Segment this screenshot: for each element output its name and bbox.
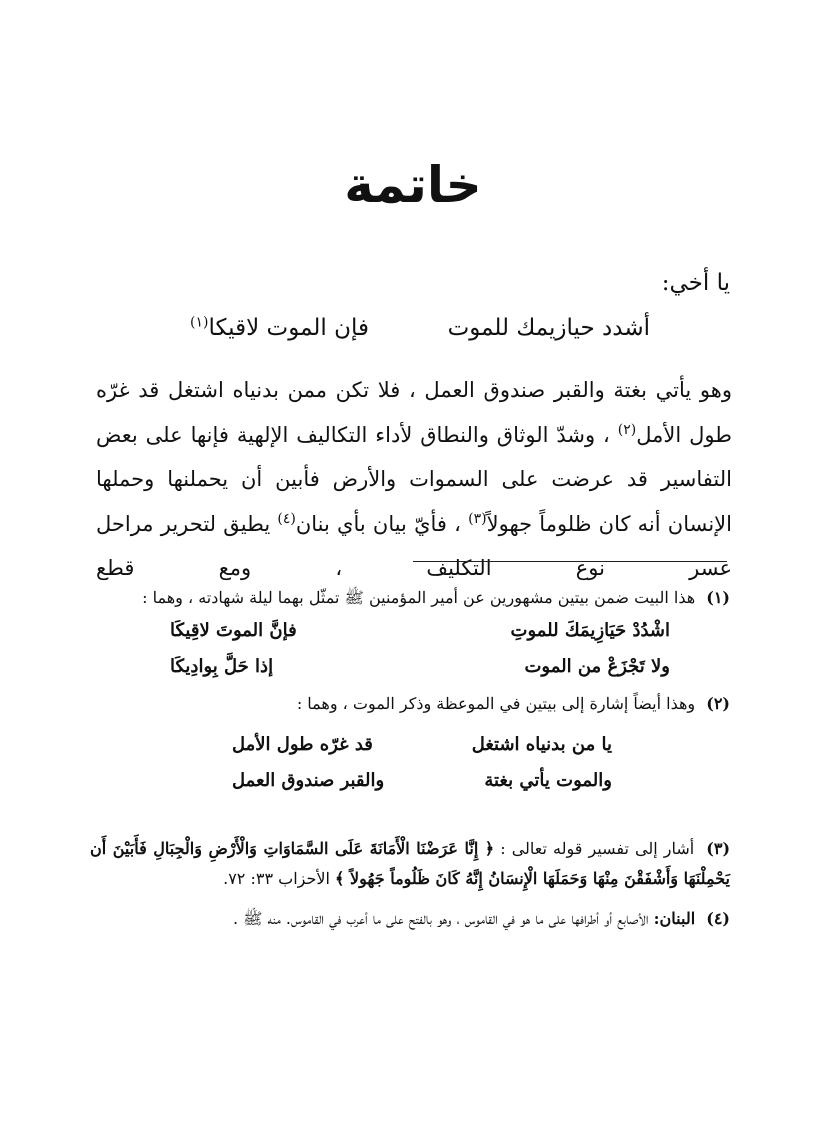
footnote-3-number: (٣) xyxy=(706,839,731,858)
footnote-divider xyxy=(413,561,727,562)
couplet-1-1-right: اشْدُدْ حَيَازِيمَكَ للموتِ xyxy=(510,620,670,641)
footnote-ref-2: (٢) xyxy=(617,421,637,438)
footnote-2-text: وهذا أيضاً إشارة إلى بيتين في الموعظة وذكر الموت ، وهما : xyxy=(296,694,696,713)
verse-first-half: أشدد حيازيمك للموت xyxy=(447,315,650,341)
couplet-1-1-left: فإنَّ الموتَ لاقِيكَا xyxy=(170,620,297,641)
body-sentence-4: يطيق لتحرير مراحل عسر نوع التكليف ، ومع قطع xyxy=(96,511,732,580)
verse-second-half-text: فإن الموت لاقيكا xyxy=(208,315,369,341)
footnote-ref-3: (٣) xyxy=(468,510,487,527)
footnote-4-number: (٤) xyxy=(706,909,730,928)
footnote-4-text: الأصابع أو أطرافها على ما هو في القاموس ، وهو بالفتح على ما أعرب في القاموس. منه ﷺ . xyxy=(233,909,649,928)
footnote-4-term: البنان: xyxy=(653,909,696,928)
couplet-1-2-right: ولا تَجْزَعْ من الموت xyxy=(524,656,670,677)
couplet-2-1-left: قد غرّه طول الأمل xyxy=(232,734,373,755)
footnote-3-quran-verse: ﴿ إِنَّا عَرَضْنَا الْأَمَانَةَ عَلَى السَّمَاوَاتِ وَالْأَرْضِ وَالْجِبَالِ فَأَبَيْنَ أَن يَحْمِلْنَهَا وَأَشْفَقْنَ مِنْهَا وَحَمَلَهَا الْإِنسَانُ إِنَّهُ كَانَ ظَلُوماً جَهُولاً ﴾ xyxy=(90,839,730,888)
body-sentence-2: ، وشدّ الوثاق والنطاق لأداء التكاليف الإلهية فإنها على بعض التفاسير قد عرضت على السموات والأرض فأبين أن يحملنها وحملها الإنسان أنه كان ظلوماً جهولاً xyxy=(96,422,732,536)
footnote-4 xyxy=(90,904,730,934)
couplet-2-2-left: والقبر صندوق العمل xyxy=(232,770,385,791)
footnote-3-source: الأحزاب ٣٣: ٧٢. xyxy=(223,869,330,888)
verse-second-half xyxy=(190,310,369,346)
footnote-2 xyxy=(90,690,730,718)
footnote-2-number: (٢) xyxy=(706,694,730,713)
salutation: يا أخي: xyxy=(661,270,730,296)
page-title: خاتمة xyxy=(344,156,482,214)
verse-footnote-ref: (١) xyxy=(190,314,209,331)
footnote-1-text: هذا البيت ضمن بيتين مشهورين عن أمير المؤمنين ﷺ تمثّل بهما ليلة شهادته ، وهما : xyxy=(142,588,696,607)
footnote-1 xyxy=(90,584,730,612)
body-paragraph xyxy=(96,368,732,591)
body-sentence-3: ، فأيّ بيان بأي بنان xyxy=(295,511,461,536)
couplet-2-2-right: والموت يأتي بغتة xyxy=(484,770,612,791)
footnote-3 xyxy=(90,834,730,894)
footnote-3-intro: أشار إلى تفسير قوله تعالى : xyxy=(500,839,695,858)
body-sentence-1: وهو يأتي بغتة والقبر صندوق العمل ، فلا تكن ممن بدنياه اشتغل قد غرّه طول الأمل xyxy=(96,378,732,447)
footnote-ref-4: (٤) xyxy=(277,510,296,527)
couplet-1-2-left: إذا حَلَّ بِوادِيكَا xyxy=(170,656,274,677)
couplet-2-1-right: يا من بدنياه اشتغل xyxy=(471,734,612,755)
footnote-1-number: (١) xyxy=(706,588,730,607)
